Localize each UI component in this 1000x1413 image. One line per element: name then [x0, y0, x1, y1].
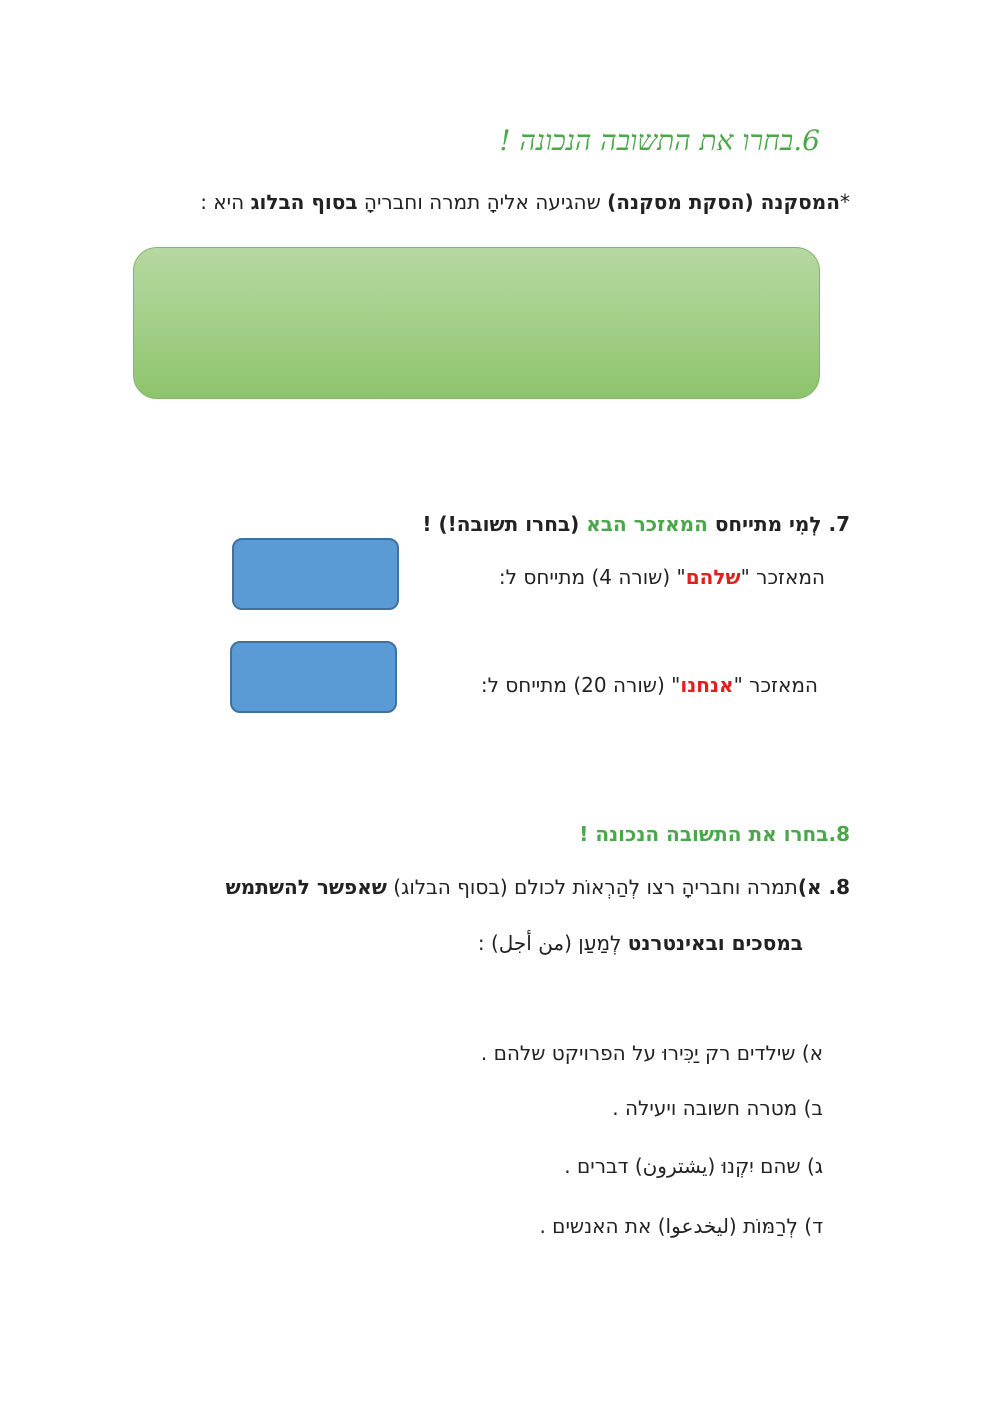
prompt-end: היא : [200, 190, 251, 214]
q7-title-start: 7. לְמִי מתייחס [707, 512, 850, 536]
ref1-end: " (שורה 4) מתייחס ל: [498, 565, 686, 589]
asterisk: * [840, 190, 850, 214]
option-d[interactable]: ד) לְרַמּוֹת (ليخدعوا) את האנשים . [539, 1214, 823, 1238]
question-7-title [422, 512, 850, 536]
answer-drop-box-1[interactable] [232, 538, 399, 610]
ref1-word: שלהם [685, 565, 741, 589]
q8a-line2-text: לְמַעַן (من أجل) : [477, 931, 628, 955]
paren-open: ( [744, 190, 761, 214]
ref1-start: המאזכר " [740, 565, 825, 589]
answer-drop-box-2[interactable] [230, 641, 397, 713]
paren-close: ) [607, 190, 617, 214]
question-8a-line-2 [478, 931, 803, 955]
reference-we [481, 673, 818, 697]
option-c[interactable]: ג) שהם יִקְנוּ (يشترون) דברים . [564, 1154, 823, 1178]
option-b[interactable]: ב) מטרה חשובה ויעילה . [612, 1096, 823, 1120]
q8a-line2-bold: במסכים ובאינטרנט [627, 931, 803, 955]
reference-theirs [499, 565, 825, 589]
q8a-bold: שאפשר להשתמש [225, 875, 387, 899]
prompt-text: שהגיעה אליהָ תמרה וחבריהָ [357, 190, 608, 214]
answer-drop-zone-q6[interactable] [133, 247, 820, 399]
question-6-title: 6.בחרו את התשובה הנכונה ! [499, 124, 820, 157]
option-a[interactable]: א) שילדים רק יַכִּירוּ על הפרויקט שלהם . [480, 1041, 823, 1065]
word-end-of-blog: בסוף הבלוג [250, 190, 358, 214]
q7-title-end: (בחרו תשובה!) ! [422, 512, 587, 536]
word-inference: הסקת מסקנה [616, 190, 745, 214]
question-8a-line-1 [226, 875, 850, 899]
q7-title-green: המאזכר הבא [586, 512, 708, 536]
q8a-number: 8. א) [797, 875, 850, 899]
question-6-prompt [200, 190, 850, 214]
ref2-word: אנחנו [680, 673, 734, 697]
ref2-end: " (שורה 20) מתייחס ל: [480, 673, 681, 697]
question-8-heading: 8.בחרו את התשובה הנכונה ! [579, 822, 850, 846]
q8a-text: תמרה וחבריהָ רצו לְהַרְאוֹת לכולם (בסוף הבלוג) [386, 875, 798, 899]
word-conclusion: המסקנה [760, 190, 840, 214]
ref2-start: המאזכר " [733, 673, 818, 697]
